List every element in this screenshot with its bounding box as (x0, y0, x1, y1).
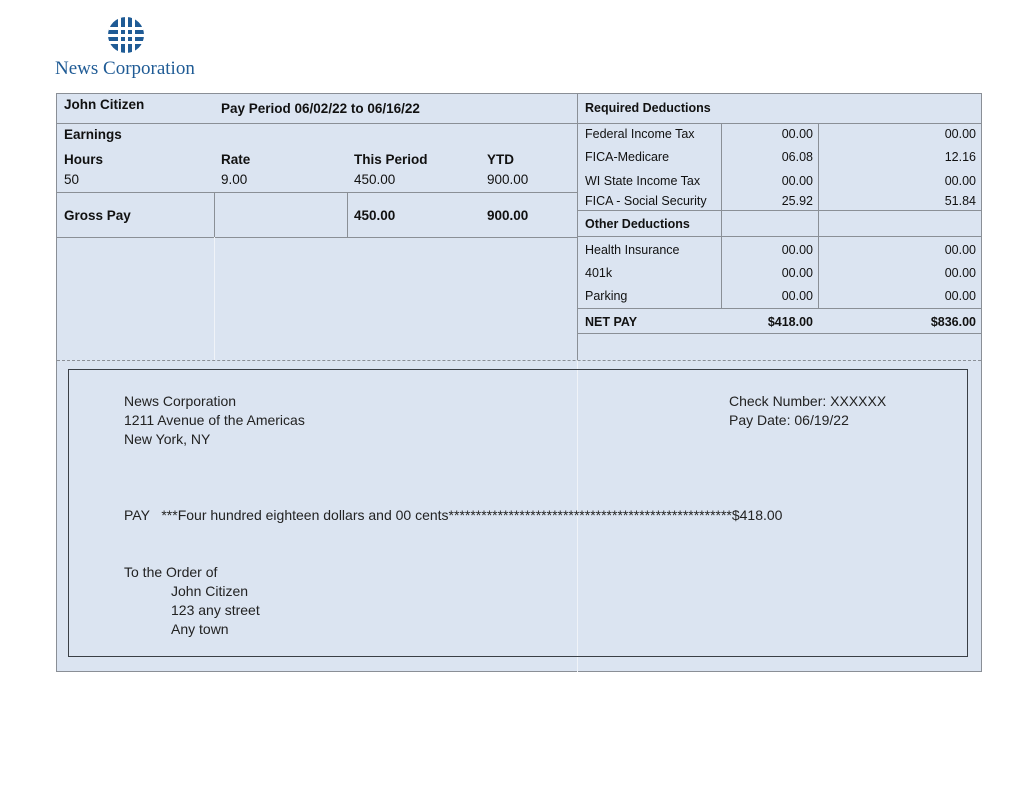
earnings-heading: Earnings (64, 127, 122, 142)
deduction-label: 401k (585, 266, 613, 280)
pay-amount-line: PAY ***Four hundred eighteen dollars and 00 cents****************************************************$418.00 (124, 507, 783, 523)
employee-name: John Citizen (64, 97, 145, 112)
globe-grid-icon (107, 16, 145, 54)
deduction-label: FICA-Medicare (585, 150, 670, 164)
this-period-header: This Period (354, 152, 428, 167)
deduction-ytd: 00.00 (944, 289, 976, 303)
deduction-ytd: 00.00 (944, 266, 976, 280)
deduction-current: 06.08 (781, 150, 813, 164)
net-pay-label: NET PAY (585, 315, 638, 329)
pay-period: Pay Period 06/02/22 to 06/16/22 (221, 101, 420, 116)
hours-value: 50 (64, 172, 80, 187)
payee-town: Any town (171, 621, 229, 637)
pay-stub (56, 93, 982, 672)
this-period-value: 450.00 (354, 172, 396, 187)
rate-value: 9.00 (221, 172, 248, 187)
deduction-ytd: 00.00 (944, 243, 976, 257)
check-company-name: News Corporation (124, 393, 237, 409)
deduction-label: Parking (585, 289, 628, 303)
gross-pay-this-period: 450.00 (354, 208, 396, 223)
logo-text: News Corporation (55, 58, 195, 79)
order-of-label: To the Order of (124, 564, 218, 580)
deduction-label: WI State Income Tax (585, 174, 701, 188)
rate-header: Rate (221, 152, 251, 167)
pay-date: Pay Date: 06/19/22 (729, 412, 849, 428)
ytd-header: YTD (487, 152, 514, 167)
check (68, 369, 968, 657)
deduction-ytd: 51.84 (944, 194, 976, 208)
deduction-current: 00.00 (781, 127, 813, 141)
check-number: Check Number: XXXXXX (729, 393, 887, 409)
deduction-ytd: 12.16 (944, 150, 976, 164)
deduction-label: Health Insurance (585, 243, 680, 257)
net-pay-current: $418.00 (767, 315, 813, 329)
hours-header: Hours (64, 152, 104, 167)
deduction-ytd: 00.00 (944, 127, 976, 141)
check-address-line1: 1211 Avenue of the Americas (124, 412, 305, 428)
gross-pay-label: Gross Pay (64, 208, 131, 223)
deduction-current: 00.00 (781, 243, 813, 257)
ytd-value: 900.00 (487, 172, 529, 187)
payee-name: John Citizen (171, 583, 249, 599)
check-address-line2: New York, NY (124, 431, 211, 447)
deduction-ytd: 00.00 (944, 174, 976, 188)
deduction-current: 00.00 (781, 266, 813, 280)
payee-street: 123 any street (171, 602, 260, 618)
deduction-label: FICA - Social Security (585, 194, 707, 208)
deduction-current: 00.00 (781, 174, 813, 188)
deduction-label: Federal Income Tax (585, 127, 695, 141)
deduction-current: 00.00 (781, 289, 813, 303)
gross-pay-ytd: 900.00 (487, 208, 529, 223)
required-deductions-heading: Required Deductions (585, 101, 711, 115)
net-pay-ytd: $836.00 (930, 315, 976, 329)
deduction-current: 25.92 (781, 194, 813, 208)
company-logo (55, 16, 215, 80)
other-deductions-heading: Other Deductions (585, 217, 690, 231)
